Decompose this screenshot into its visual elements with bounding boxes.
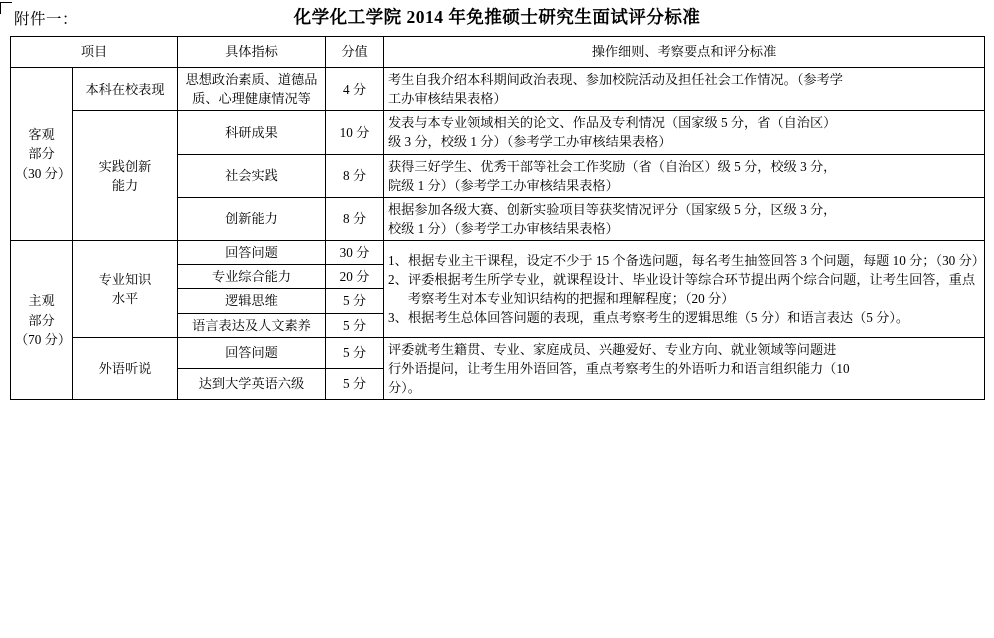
indicator-cell: 社会实践 [178, 154, 326, 197]
section-name-objective [11, 68, 73, 241]
rules-line: 工办审核结果表格） [388, 91, 507, 107]
rules-line: 院级 1 分）（参考学工办审核结果表格） [388, 177, 619, 193]
section-line: 部分 [28, 312, 55, 328]
table-row [11, 68, 985, 111]
section-line: 部分 [28, 146, 55, 162]
rules-list-text: 评委根据考生所学专业，就课程设计、毕业设计等综合环节提出两个综合问题，让考生回答，重点考察考生对本专业知识结构的把握和理解程度；（20 分） [408, 271, 976, 306]
attachment-label: 附件一： [14, 11, 79, 28]
score-cell: 20 分 [326, 265, 384, 289]
rules-list-item [388, 308, 980, 327]
rules-line: 校级 1 分）（参考学工办审核结果表格） [388, 220, 619, 236]
rules-cell [384, 111, 985, 154]
group-label-line: 能力 [111, 177, 139, 193]
indicator-cell: 科研成果 [178, 111, 326, 154]
table-row [11, 111, 985, 154]
score-cell: 5 分 [326, 337, 384, 368]
group-label-line: 水平 [111, 290, 139, 306]
column-header-item: 项目 [11, 37, 178, 68]
indicator-cell: 专业综合能力 [178, 265, 326, 289]
rules-list-number: 2、 [388, 271, 408, 287]
scoring-criteria-table [10, 36, 985, 400]
rules-line: 获得三好学生、优秀干部等社会工作奖励（省（自治区）级 5 分，校级 3 分， [388, 158, 837, 174]
section-line: 主观 [28, 293, 55, 309]
rules-list-number: 1、 [388, 252, 408, 268]
score-cell: 30 分 [326, 241, 384, 265]
group-label-line: 专业知识 [98, 271, 152, 287]
indicator-cell: 创新能力 [178, 197, 326, 240]
score-cell: 4 分 [326, 68, 384, 111]
group-label-professional-knowledge [73, 241, 178, 338]
page-title: 化学化工学院 2014 年免推硕士研究生面试评分标准 [293, 7, 701, 27]
rules-list-text: 根据考生总体回答问题的表现，重点考察考生的逻辑思维（5 分）和语言表达（5 分）。 [408, 310, 910, 326]
section-name-subjective [11, 241, 73, 400]
group-label-undergrad-performance: 本科在校表现 [73, 68, 178, 111]
rules-line: 行外语提问，让考生用外语回答，重点考察考生的外语听力和语言组织能力（10 [388, 360, 850, 376]
table-row [11, 241, 985, 265]
indicator-cell [178, 68, 326, 111]
rules-list-item [388, 251, 985, 270]
indicator-cell: 逻辑思维 [178, 289, 326, 313]
table-header-row [11, 37, 985, 68]
table-row [11, 337, 985, 368]
rules-cell [384, 154, 985, 197]
score-cell: 5 分 [326, 289, 384, 313]
indicator-line: 质、心理健康情况等 [192, 91, 311, 107]
section-line: （70 分） [15, 331, 72, 347]
rules-list-item [388, 270, 980, 308]
document-header [10, 4, 984, 34]
indicator-cell: 回答问题 [178, 241, 326, 265]
score-cell: 5 分 [326, 368, 384, 399]
column-header-indicator: 具体指标 [178, 37, 326, 68]
score-cell: 8 分 [326, 154, 384, 197]
rules-line: 根据参加各级大赛、创新实验项目等获奖情况评分（国家级 5 分，区级 3 分， [388, 201, 837, 217]
rules-line: 发表与本专业领域相关的论文、作品及专利情况（国家级 5 分，省（自治区） [388, 115, 837, 131]
indicator-cell: 语言表达及人文素养 [178, 313, 326, 337]
rules-list-text: 根据专业主干课程，设定不少于 15 个备选问题，每名考生抽签回答 3 个问题，每题 10 分；（30 分） [408, 252, 985, 268]
group-label-foreign-language: 外语听说 [73, 337, 178, 399]
section-line: （30 分） [15, 165, 72, 181]
column-header-score: 分值 [326, 37, 384, 68]
column-header-rules: 操作细则、考察要点和评分标准 [384, 37, 985, 68]
rules-line: 评委就考生籍贯、专业、家庭成员、兴趣爱好、专业方向、就业领域等问题进 [388, 341, 837, 357]
rules-line: 分）。 [388, 379, 421, 395]
score-cell: 5 分 [326, 313, 384, 337]
rules-cell [384, 197, 985, 240]
rules-cell-foreign-language [384, 337, 985, 399]
group-label-practice-innovation [73, 111, 178, 241]
rules-line: 级 3 分，校级 1 分）（参考学工办审核结果表格） [388, 134, 672, 150]
indicator-cell: 回答问题 [178, 337, 326, 368]
rules-list-number: 3、 [388, 310, 408, 326]
group-label-line: 实践创新 [98, 158, 152, 174]
section-line: 客观 [28, 127, 55, 143]
rules-cell [384, 68, 985, 111]
score-cell: 10 分 [326, 111, 384, 154]
indicator-line: 思想政治素质、道德品 [185, 72, 318, 87]
score-cell: 8 分 [326, 197, 384, 240]
rules-cell-professional [384, 241, 985, 338]
indicator-cell: 达到大学英语六级 [178, 368, 326, 399]
rules-line: 考生自我介绍本科期间政治表现、参加校院活动及担任社会工作情况。（参考学 [388, 72, 843, 87]
